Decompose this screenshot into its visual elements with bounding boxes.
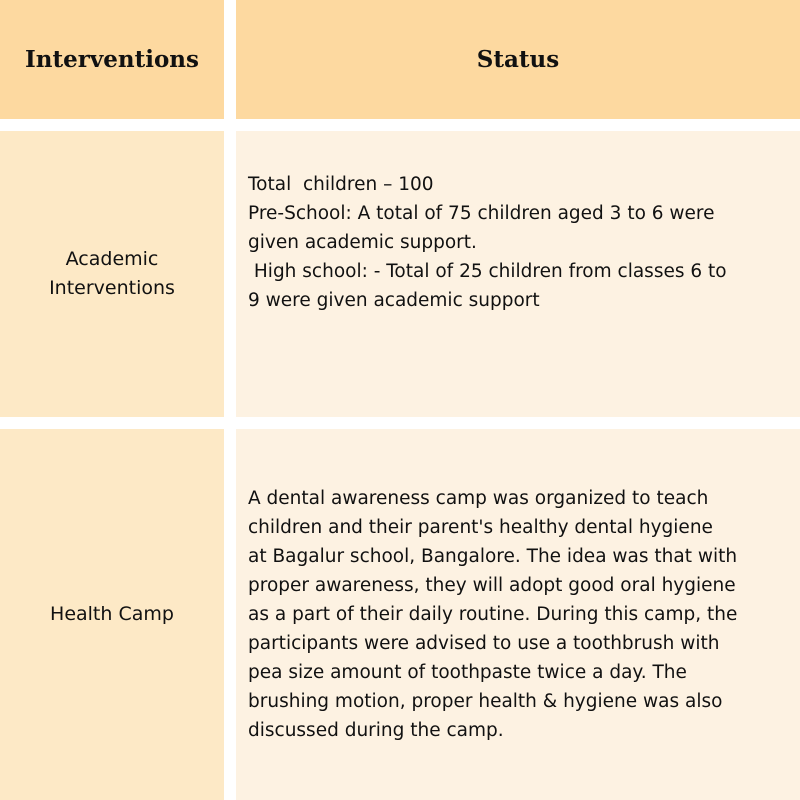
row-academic-label-cell bbox=[0, 131, 224, 417]
status-line: discussed during the camp. bbox=[248, 720, 504, 741]
status-line: children and their parent's healthy dental hygiene bbox=[248, 517, 713, 538]
header-interventions bbox=[0, 0, 224, 119]
status-line: participants were advised to use a toothbrush with bbox=[248, 633, 720, 654]
status-line: proper awareness, they will adopt good oral hygiene bbox=[248, 575, 736, 596]
row-health-label: Health Camp bbox=[50, 603, 174, 625]
row-academic-label: Academic Interventions bbox=[49, 248, 175, 299]
status-line: 9 were given academic support bbox=[248, 290, 540, 311]
status-line: as a part of their daily routine. During this camp, the bbox=[248, 604, 738, 625]
header-status bbox=[236, 0, 800, 119]
row-health-status-cell bbox=[236, 429, 800, 800]
row-academic-status-cell bbox=[236, 131, 800, 417]
status-line: Pre-School: A total of 75 children aged 3 to 6 were bbox=[248, 203, 715, 224]
status-line: at Bagalur school, Bangalore. The idea was that with bbox=[248, 546, 738, 567]
row-health-label-cell bbox=[0, 429, 224, 800]
status-line: Total children – 100 bbox=[248, 174, 434, 195]
status-line: pea size amount of toothpaste twice a day. The bbox=[248, 662, 687, 683]
header-status-label: Status bbox=[476, 46, 560, 73]
status-line: High school: - Total of 25 children from classes 6 to bbox=[248, 261, 727, 282]
status-line: given academic support. bbox=[248, 232, 477, 253]
header-interventions-label: Interventions bbox=[25, 46, 199, 73]
status-line: A dental awareness camp was organized to teach bbox=[248, 488, 709, 509]
status-line: brushing motion, proper health & hygiene was also bbox=[248, 691, 723, 712]
